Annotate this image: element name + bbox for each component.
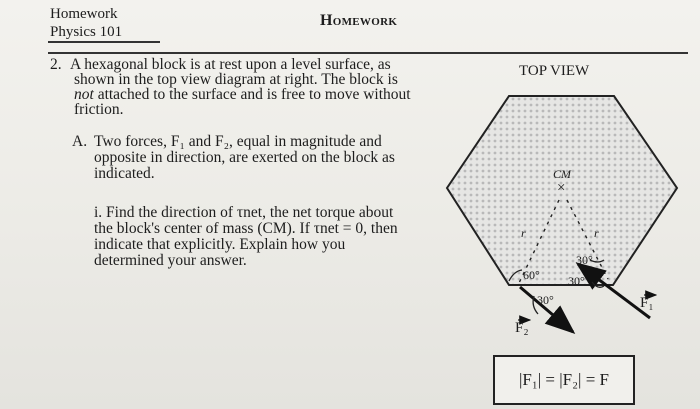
force-f1-label: F₁ [640,295,654,311]
angle-label-30-right-top: 30° [576,253,593,267]
part-a-label: A. [72,133,88,150]
part-a-line-1: Two forces, F₁ and F₂, equal in magnitude and [94,133,382,150]
part-a-line-3: indicated. [94,165,155,182]
radius-label-right: r [594,226,599,240]
radius-label-left: r [521,226,526,240]
force-f2-label: F₂ [515,320,529,336]
question-intro-line-1: A hexagonal block is at rest upon a level surface, as [70,56,391,73]
sub-i-line-1: i. Find the direction of τnet, the net torque about [94,204,394,221]
cm-mark: × [557,180,566,196]
angle-label-30-left: 30° [537,293,554,307]
emphasis-not: not [74,86,94,103]
header-course-name: Physics 101 [50,24,123,40]
question-intro-line-4: friction. [74,101,124,118]
sub-i-line-3: indicate that explicitly. Explain how you [94,236,346,253]
part-a-line-2: opposite in direction, are exerted on the block as [94,149,395,166]
question-intro-line-3-rest: attached to the surface and is free to move without [93,86,411,103]
sub-i-line-2: the block's center of mass (CM). If τnet = 0, then [94,220,398,237]
angle-label-60: 60° [523,268,540,282]
equation-text: |F₁| = |F₂| = F [518,370,609,389]
top-view-label: TOP VIEW [519,63,590,79]
angle-label-30-right-bottom: 30° [568,274,585,288]
header-course-label: Homework [50,6,118,22]
question-intro-line-2: shown in the top view diagram at right. The block is [74,71,398,88]
force-magnitude-equation [493,355,635,405]
question-number: 2. [50,56,62,73]
sub-i-line-4: determined your answer. [94,252,247,269]
cm-label: CM [553,167,571,181]
page-title: Homework [320,12,398,29]
